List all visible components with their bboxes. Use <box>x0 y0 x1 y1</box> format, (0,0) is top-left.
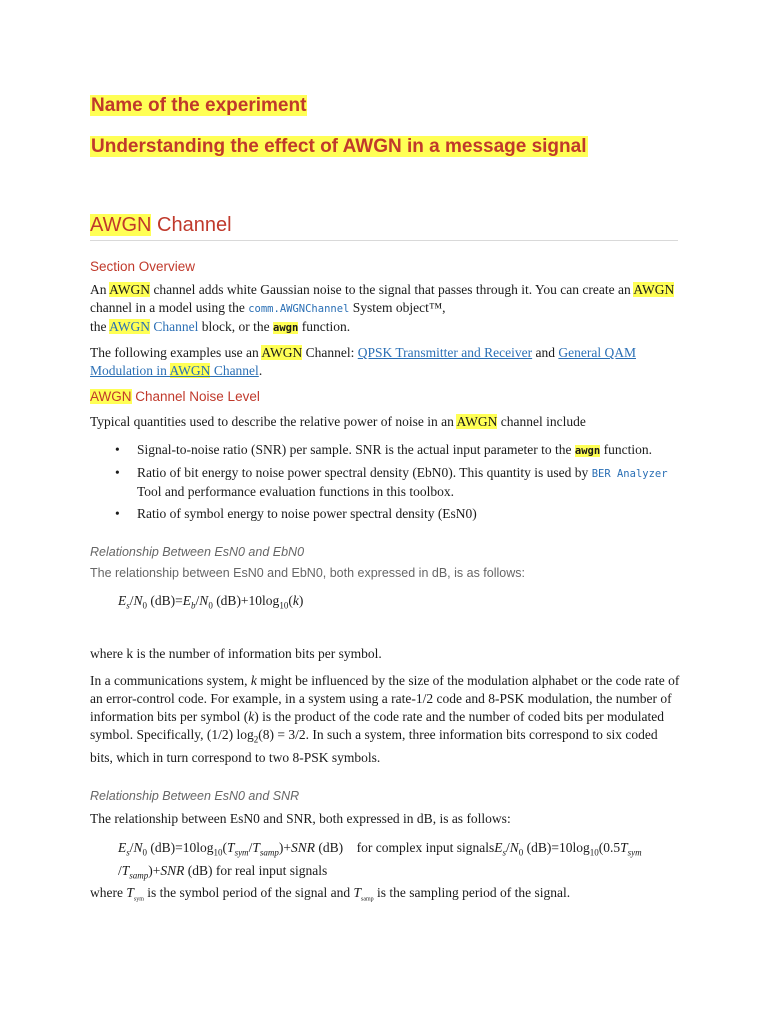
section-overview-label: Section Overview <box>90 259 196 274</box>
qam-example-link[interactable]: General QAM Modulation in AWGN Channel <box>90 345 636 378</box>
list-item: • Signal-to-noise ratio (SNR) per sample. SNR is the actual input parameter to the awgn function. <box>110 441 670 460</box>
k-definition-paragraph: where k is the number of information bits per symbol. <box>90 646 382 661</box>
quantities-paragraph: Typical quantities used to describe the relative power of noise in an AWGN channel include <box>90 414 586 429</box>
esn0-snr-paragraph: The relationship between EsN0 and SNR, both expressed in dB, is as follows: <box>90 811 511 826</box>
period-definition-paragraph: where $T_{sym}$ is the symbol period of the signal and $T_{samp}$ is the sampling period of the signal. <box>90 885 571 903</box>
experiment-title: Understanding the effect of AWGN in a message signal <box>91 136 587 157</box>
section-heading: AWGN Channel <box>90 214 232 236</box>
comm-system-paragraph: In a communications system, k might be influenced by the size of the modulation alphabet or the code rate of an error-control code. For example, in a system using a rate-1/2 code and 8-PSK modulation, the number of information bits per symbol (k) is the product of the code rate and the number of coded bits per modulated symbol. Specifically, (1/2) $\log_2(8) = 3/2$. In such a system, three information bits correspond to six coded bits, which in turn correspond to two 8-PSK symbols. <box>90 673 680 765</box>
experiment-label: Name of the experiment <box>91 95 307 116</box>
awgn-function-link[interactable]: awgn <box>574 445 601 457</box>
esn0-snr-equation: $E_s/N_0$ $(dB)=10\log_{10}(T_{sym}/T_{samp})+SNR$ (dB) for complex input $signalsE_s/N_0$ $(dB)=10\log_{10}(0.5T_{sym}$ $/T_{samp})+SNR$ (dB) for real input signals <box>118 840 642 881</box>
esn0-ebn0-equation <box>118 592 678 615</box>
ber-analyzer-link[interactable]: BER Analyzer <box>591 468 668 480</box>
heading-divider <box>90 240 678 241</box>
intro-paragraph: An AWGN channel adds white Gaussian noise to the signal that passes through it. You can create an AWGN channel in a model using the comm.AWGNChannel System object™, the AWGN Channel block, or the awgn function. <box>90 282 675 334</box>
noise-level-heading: AWGN Channel Noise Level <box>90 389 260 404</box>
qpsk-example-link[interactable]: QPSK Transmitter and Receiver <box>357 345 533 360</box>
list-item: • Ratio of symbol energy to noise power spectral density (EsN0) <box>110 505 670 523</box>
list-item: • Ratio of bit energy to noise power spectral density (EbN0). This quantity is used by BER Analyzer Tool and performance evaluation functions in this toolbox. <box>110 464 670 501</box>
esn0-ebn0-heading: Relationship Between EsN0 and EbN0 <box>90 545 305 559</box>
equation-text: $E_s/N_0$ $(dB)=E_b/N_0$ $(dB)+10\log_{10}(k)$ <box>118 593 304 611</box>
awgn-channel-block-link[interactable]: AWGN Channel <box>109 319 199 334</box>
awgnchannel-object-link[interactable]: comm.AWGNChannel <box>248 303 350 315</box>
awgn-function-link[interactable]: awgn <box>273 322 299 334</box>
esn0-snr-heading: Relationship Between EsN0 and SNR <box>90 789 300 803</box>
examples-paragraph: The following examples use an AWGN Channel: QPSK Transmitter and Receiver and General QAM Modulation in AWGN Channel. <box>90 345 636 378</box>
noise-quantity-list <box>110 441 670 527</box>
esn0-ebn0-note: The relationship between EsN0 and EbN0, both expressed in dB, is as follows: <box>90 566 525 580</box>
